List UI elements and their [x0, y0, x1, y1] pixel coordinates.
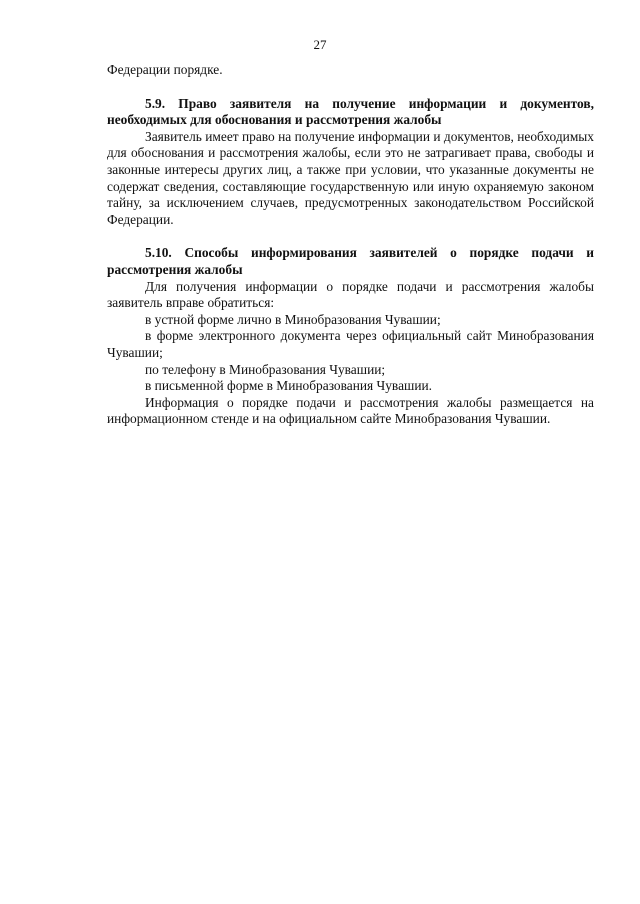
list-item: в письменной форме в Минобразования Чувашии. [145, 378, 433, 394]
list-item: по телефону в Минобразования Чувашии; [145, 361, 386, 377]
page-number: 27 [313, 37, 327, 52]
section-5-10 [107, 245, 594, 428]
section-5-10-heading: 5.10. Способы информирования заявителей о порядке подачи и рассмотрения жалобы [107, 245, 594, 277]
section-5-9-heading: 5.9. Право заявителя на получение информации и документов, необходимых для обоснования и рассмотрения жалобы [107, 95, 594, 128]
document-body [107, 62, 594, 428]
list-item: в форме электронного документа через официальный сайт Минобразования Чувашии; [107, 328, 594, 360]
section-5-9 [107, 96, 594, 229]
section-5-10-intro: Для получения информации о порядке подачи и рассмотрения жалобы заявитель вправе обратиться: [107, 278, 594, 311]
section-gap [107, 79, 594, 96]
list-item: в устной форме лично в Минобразования Чувашии; [145, 311, 441, 327]
section-gap [107, 228, 594, 245]
continuation-text: Федерации порядке. [107, 62, 223, 77]
section-5-9-paragraph: Заявитель имеет право на получение информации и документов, необходимых для обоснования и рассмотрения жалобы, если это не затрагивает права, свободы и законные интересы других лиц, а также при условии, что указанные документы не содержат сведения, составляющие государственную или иную охраняемую законом тайну, за исключением случаев, предусмотренных законодательством Российской Федерации. [107, 128, 594, 227]
section-5-10-closing: Информация о порядке подачи и рассмотрения жалобы размещается на информационном стенде и на официальном сайте Минобразования Чувашии. [107, 394, 594, 427]
